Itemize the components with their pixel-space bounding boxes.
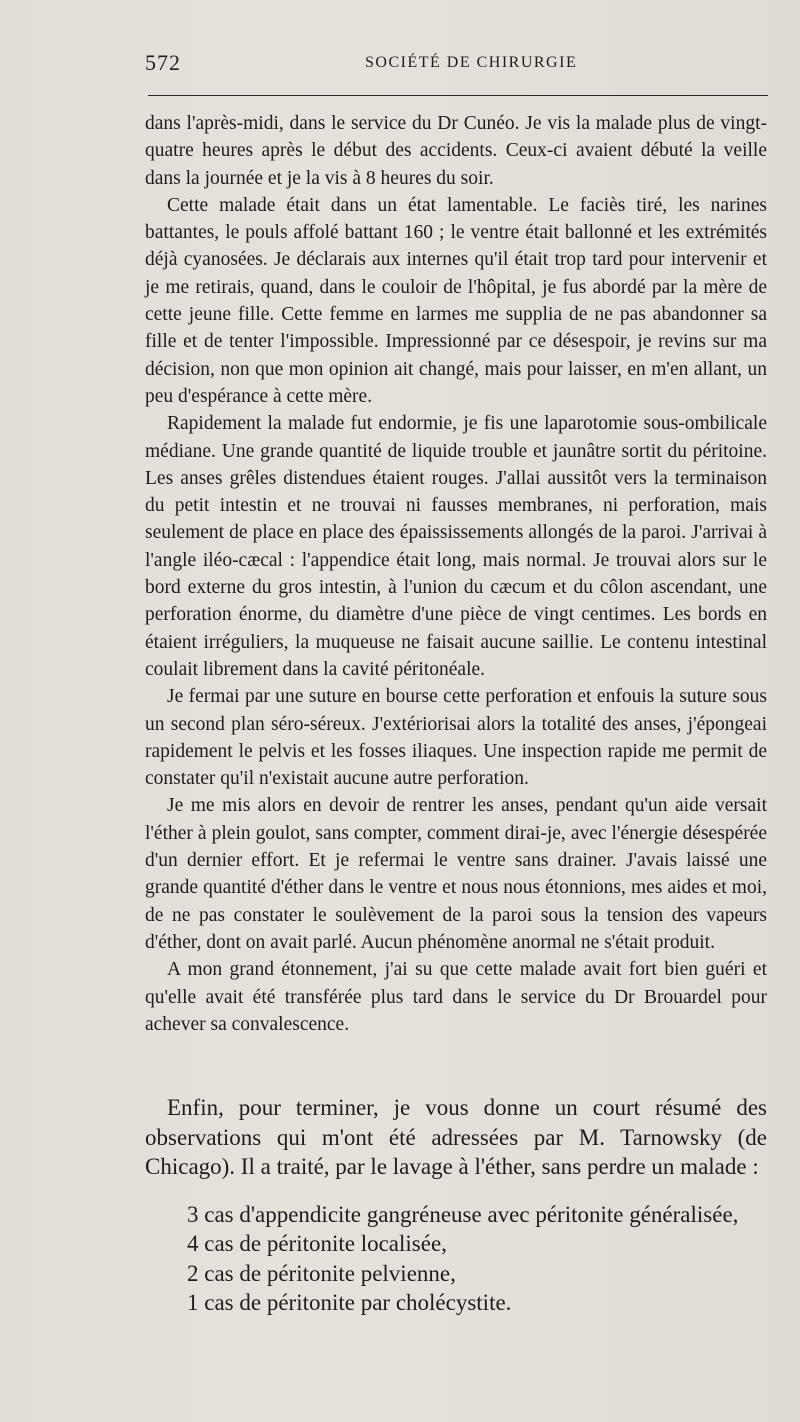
list-item: 4 cas de péritonite localisée, bbox=[187, 1231, 447, 1256]
list-item: 1 cas de péritonite par cholécystite. bbox=[187, 1290, 512, 1315]
paragraph: Je fermai par une suture en bourse cette perforation et enfouis la suture sous un second plan séro-séreux. J'extériorisai alors la totalité des anses, j'épongeai rapidement le pelvis et les fosses iliaques. Une inspection rapide me permit de constater qu'il n'existait aucune autre perforation. bbox=[145, 686, 767, 790]
body-text bbox=[145, 110, 767, 1038]
page-header bbox=[145, 50, 765, 80]
summary-paragraph: Enfin, pour terminer, je vous donne un court résumé des observations qui m'ont été adressées par M. Tarnowsky (de Chicago). Il a traité, par le lavage à l'éther, sans perdre un malade : bbox=[145, 1095, 767, 1179]
paragraph: Je me mis alors en devoir de rentrer les anses, pendant qu'un aide versait l'éther à plein goulot, sans compter, comment dirai-je, avec l'énergie désespérée d'un dernier effort. Et je refermai le ventre sans drainer. J'avais laissé une grande quantité d'éther dans le ventre et nous nous étonnions, mes aides et moi, de ne pas constater le soulèvement de la paroi sous la tension des vapeurs d'éther, dont on avait parlé. Aucun phénomène anormal ne s'était produit. bbox=[145, 795, 767, 953]
case-list bbox=[145, 1200, 767, 1318]
list-item: 3 cas d'appendicite gangréneuse avec péritonite généralisée, bbox=[187, 1201, 739, 1227]
summary-section bbox=[145, 1093, 767, 1318]
running-title: SOCIÉTÉ DE CHIRURGIE bbox=[365, 54, 578, 71]
paragraph: Rapidement la malade fut endormie, je fis une laparotomie sous-ombilicale médiane. Une grande quantité de liquide trouble et jaunâtre sortit du péritoine. Les anses grêles distendues étaient rouges. J'allai aussitôt vers la terminaison du petit intestin et ne trouvai ni fausses membranes, ni perforation, mais seulement de place en place des épaississements allongés de la paroi. J'arrivai à l'angle iléo-cæcal : l'appendice était long, mais normal. Je trouvai alors sur le bord externe du gros intestin, à l'union du cæcum et du côlon ascendant, une perforation énorme, du diamètre d'une pièce de vingt centimes. Les bords en étaient irréguliers, la muqueuse ne faisait aucune saillie. Le contenu intestinal coulait librement dans la cavité péritonéale. bbox=[145, 413, 767, 680]
list-item: 2 cas de péritonite pelvienne, bbox=[187, 1260, 456, 1286]
paragraph: dans l'après-midi, dans le service du Dr Cunéo. Je vis la malade plus de vingt-quatre heures après le début des accidents. Ceux-ci avaient débuté la veille dans la journée et je la vis à 8 heures du soir. bbox=[145, 113, 767, 189]
paragraph: Cette malade était dans un état lamentable. Le faciès tiré, les narines battantes, le pouls affolé battant 160 ; le ventre était ballonné et les extrémités déjà cyanosées. Je déclarais aux internes qu'il était trop tard pour intervenir et je me retirais, quand, dans le couloir de l'hôpital, je fus abordé par la mère de cette jeune fille. Cette femme en larmes me supplia de ne pas abandonner sa fille et de tenter l'impossible. Impressionné par ce désespoir, je revins sur ma décision, non que mon opinion ait changé, mais pour laisser, en m'en allant, un peu d'espérance à cette mère. bbox=[145, 194, 767, 407]
paragraph: A mon grand étonnement, j'ai su que cette malade avait fort bien guéri et qu'elle avait été transférée plus tard dans le service du Dr Brouardel pour achever sa convalescence. bbox=[145, 959, 767, 1035]
header-rule bbox=[148, 95, 768, 96]
page-number: 572 bbox=[145, 50, 181, 75]
